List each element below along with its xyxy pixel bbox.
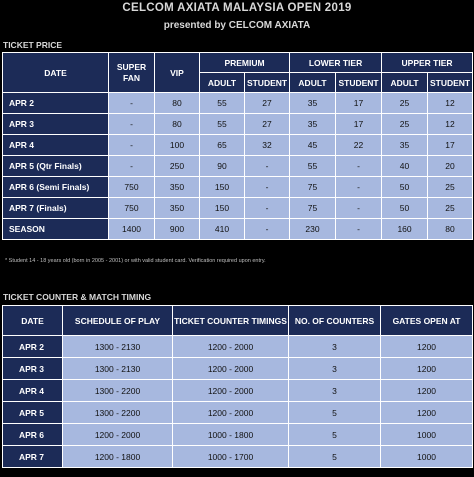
premium-student-cell: - — [245, 198, 290, 219]
schedule-cell: 1200 - 2000 — [63, 424, 173, 446]
upper-student-cell: 17 — [428, 135, 473, 156]
table-row — [3, 402, 473, 424]
upper-adult-cell: 40 — [382, 156, 428, 177]
row-date-cell: APR 2 — [3, 93, 109, 114]
vip-cell: 900 — [155, 219, 200, 240]
ticket-counter-table — [2, 305, 473, 468]
table-row — [3, 358, 473, 380]
timings-cell: 1000 - 1800 — [173, 424, 289, 446]
vip-cell: 350 — [155, 177, 200, 198]
row-date-cell: APR 2 — [3, 336, 63, 358]
premium-adult-cell: 410 — [200, 219, 245, 240]
row-date-cell: APR 6 — [3, 424, 63, 446]
upper-adult-cell: 25 — [382, 93, 428, 114]
lower-student-cell: 17 — [336, 114, 382, 135]
schedule-cell: 1300 - 2200 — [63, 380, 173, 402]
schedule-cell: 1200 - 1800 — [63, 446, 173, 468]
gates-cell: 1000 — [381, 446, 473, 468]
counters-cell: 5 — [289, 446, 381, 468]
table-row — [3, 177, 473, 198]
lower-adult-cell: 45 — [290, 135, 336, 156]
lower-adult-header: ADULT — [290, 73, 336, 93]
table-row — [3, 198, 473, 219]
date-header: DATE — [3, 306, 63, 336]
premium-student-cell: 27 — [245, 114, 290, 135]
upper-tier-header: UPPER TIER — [382, 53, 473, 73]
gates-cell: 1000 — [381, 424, 473, 446]
lower-adult-cell: 55 — [290, 156, 336, 177]
super-fan-cell: 1400 — [109, 219, 155, 240]
row-date-cell: APR 5 — [3, 402, 63, 424]
vip-cell: 350 — [155, 198, 200, 219]
counters-cell: 5 — [289, 424, 381, 446]
lower-student-cell: - — [336, 156, 382, 177]
premium-student-cell: 32 — [245, 135, 290, 156]
upper-adult-cell: 160 — [382, 219, 428, 240]
timings-cell: 1200 - 2000 — [173, 358, 289, 380]
table-row — [3, 380, 473, 402]
timings-header: TICKET COUNTER TIMINGS — [173, 306, 289, 336]
lower-adult-cell: 230 — [290, 219, 336, 240]
upper-student-cell: 12 — [428, 114, 473, 135]
super-fan-cell: - — [109, 93, 155, 114]
vip-cell: 80 — [155, 114, 200, 135]
schedule-header: SCHEDULE OF PLAY — [63, 306, 173, 336]
premium-adult-cell: 65 — [200, 135, 245, 156]
table-row — [3, 446, 473, 468]
row-date-cell: APR 4 — [3, 380, 63, 402]
lower-tier-header: LOWER TIER — [290, 53, 382, 73]
schedule-cell: 1300 - 2130 — [63, 358, 173, 380]
upper-student-cell: 25 — [428, 198, 473, 219]
upper-adult-cell: 35 — [382, 135, 428, 156]
row-date-cell: APR 3 — [3, 358, 63, 380]
super-fan-cell: - — [109, 135, 155, 156]
vip-cell: 250 — [155, 156, 200, 177]
counters-header: NO. OF COUNTERS — [289, 306, 381, 336]
upper-adult-cell: 50 — [382, 198, 428, 219]
date-header: DATE — [3, 53, 109, 93]
row-date-cell: APR 6 (Semi Finals) — [3, 177, 109, 198]
student-footnote: * Student 14 - 18 years old (born in 2005 - 2001) or with valid student card. Verification required upon entry. — [5, 258, 266, 264]
premium-student-cell: 27 — [245, 93, 290, 114]
lower-adult-cell: 35 — [290, 93, 336, 114]
premium-adult-header: ADULT — [200, 73, 245, 93]
timings-cell: 1200 - 2000 — [173, 380, 289, 402]
timings-cell: 1200 - 2000 — [173, 336, 289, 358]
row-date-cell: APR 5 (Qtr Finals) — [3, 156, 109, 177]
upper-student-cell: 25 — [428, 177, 473, 198]
premium-student-cell: - — [245, 219, 290, 240]
gates-cell: 1200 — [381, 380, 473, 402]
row-date-cell: APR 4 — [3, 135, 109, 156]
upper-adult-cell: 50 — [382, 177, 428, 198]
page-subtitle: presented by CELCOM AXIATA — [163, 20, 311, 31]
gates-cell: 1200 — [381, 358, 473, 380]
page-title: CELCOM AXIATA MALAYSIA OPEN 2019 — [122, 2, 352, 14]
lower-adult-cell: 75 — [290, 177, 336, 198]
premium-student-header: STUDENT — [245, 73, 290, 93]
ticket-price-table — [2, 52, 473, 240]
premium-header: PREMIUM — [200, 53, 290, 73]
table-row — [3, 135, 473, 156]
premium-student-cell: - — [245, 156, 290, 177]
super-fan-cell: 750 — [109, 177, 155, 198]
upper-student-cell: 80 — [428, 219, 473, 240]
schedule-cell: 1300 - 2130 — [63, 336, 173, 358]
row-date-cell: SEASON — [3, 219, 109, 240]
table-row — [3, 424, 473, 446]
lower-student-cell: - — [336, 198, 382, 219]
premium-student-cell: - — [245, 177, 290, 198]
lower-student-header: STUDENT — [336, 73, 382, 93]
timings-cell: 1200 - 2000 — [173, 402, 289, 424]
upper-student-cell: 12 — [428, 93, 473, 114]
row-date-cell: APR 7 — [3, 446, 63, 468]
gates-cell: 1200 — [381, 402, 473, 424]
premium-adult-cell: 90 — [200, 156, 245, 177]
row-date-cell: APR 7 (Finals) — [3, 198, 109, 219]
premium-adult-cell: 150 — [200, 198, 245, 219]
upper-adult-cell: 25 — [382, 114, 428, 135]
super-fan-cell: - — [109, 156, 155, 177]
table-row — [3, 219, 473, 240]
upper-student-cell: 20 — [428, 156, 473, 177]
ticket-counter-label: TICKET COUNTER & MATCH TIMING — [3, 292, 152, 302]
counters-cell: 3 — [289, 380, 381, 402]
schedule-cell: 1300 - 2200 — [63, 402, 173, 424]
ticket-price-label: TICKET PRICE — [3, 40, 63, 50]
timings-cell: 1000 - 1700 — [173, 446, 289, 468]
vip-header: VIP — [155, 53, 200, 93]
premium-adult-cell: 55 — [200, 114, 245, 135]
lower-adult-cell: 35 — [290, 114, 336, 135]
premium-adult-cell: 150 — [200, 177, 245, 198]
premium-adult-cell: 55 — [200, 93, 245, 114]
counters-cell: 3 — [289, 358, 381, 380]
lower-student-cell: - — [336, 177, 382, 198]
vip-cell: 100 — [155, 135, 200, 156]
lower-student-cell: - — [336, 219, 382, 240]
gates-header: GATES OPEN AT — [381, 306, 473, 336]
table-row — [3, 114, 473, 135]
counters-cell: 3 — [289, 336, 381, 358]
lower-student-cell: 22 — [336, 135, 382, 156]
super-fan-cell: 750 — [109, 198, 155, 219]
table-row — [3, 156, 473, 177]
lower-student-cell: 17 — [336, 93, 382, 114]
upper-student-header: STUDENT — [428, 73, 473, 93]
gates-cell: 1200 — [381, 336, 473, 358]
counters-cell: 5 — [289, 402, 381, 424]
super-fan-header: SUPER FAN — [109, 53, 155, 93]
upper-adult-header: ADULT — [382, 73, 428, 93]
vip-cell: 80 — [155, 93, 200, 114]
lower-adult-cell: 75 — [290, 198, 336, 219]
row-date-cell: APR 3 — [3, 114, 109, 135]
table-row — [3, 93, 473, 114]
super-fan-cell: - — [109, 114, 155, 135]
table-row — [3, 336, 473, 358]
